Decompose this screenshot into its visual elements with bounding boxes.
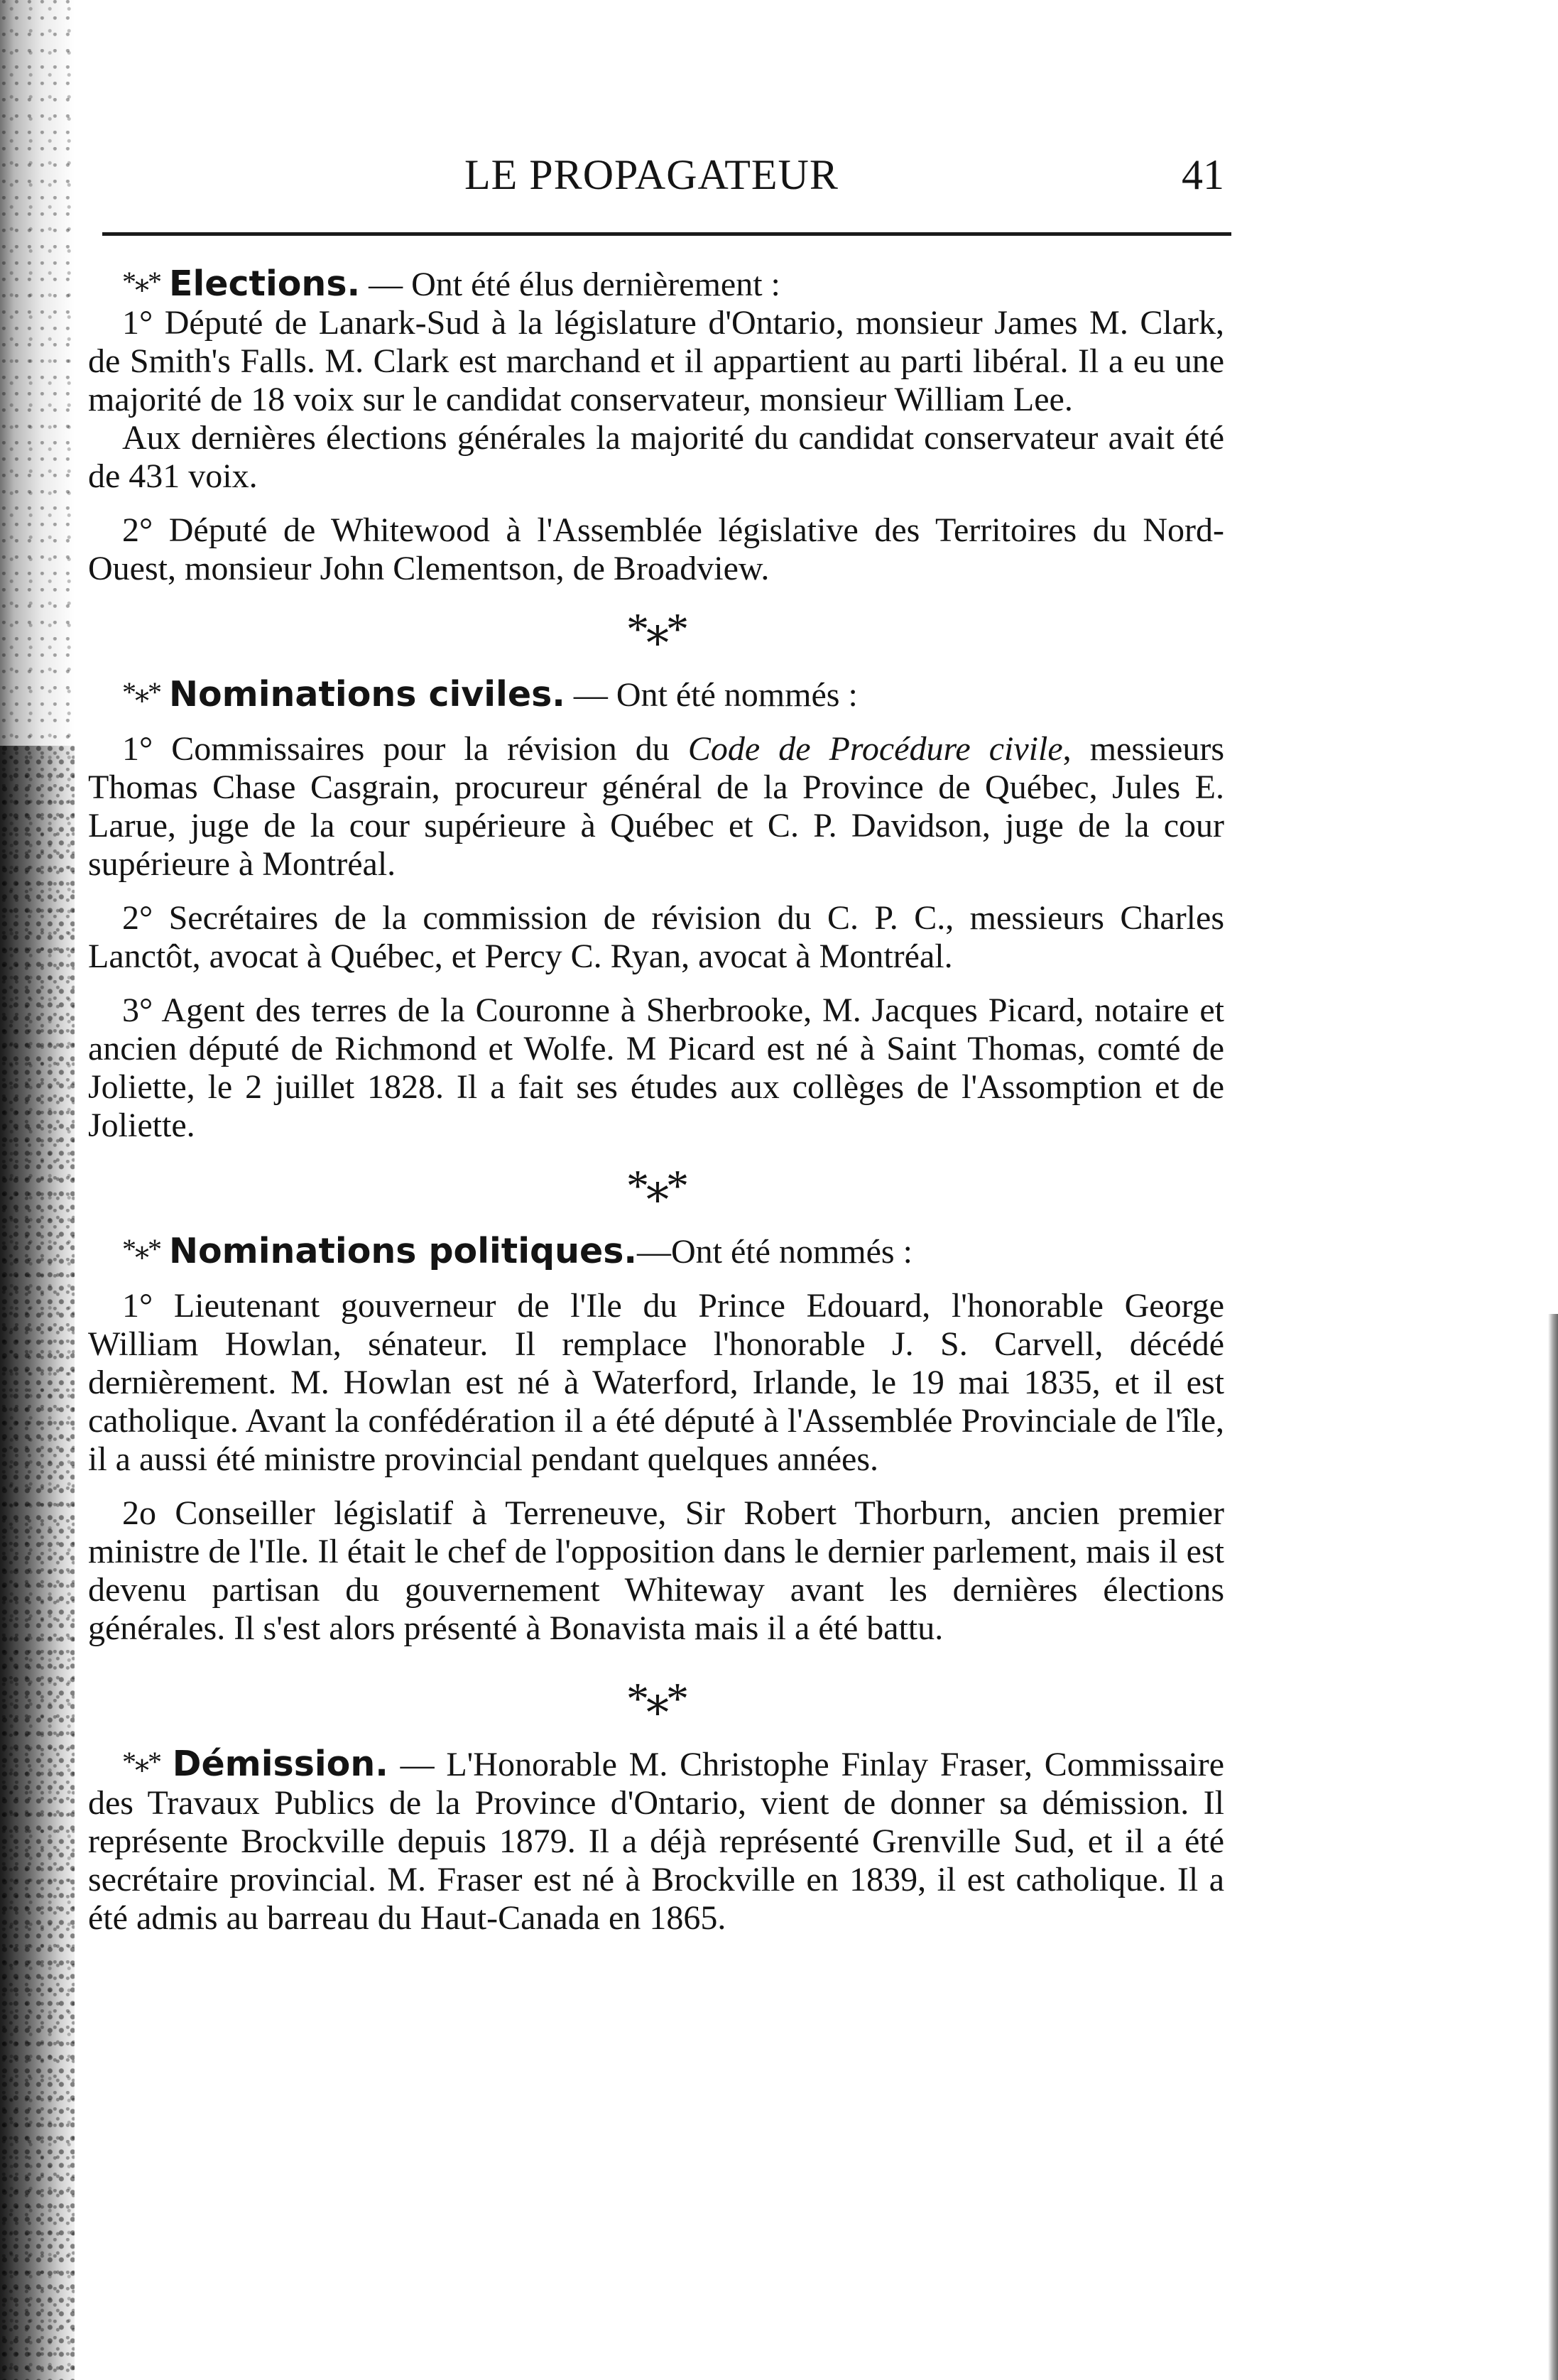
asterism-mark: *⁎* (122, 1233, 160, 1265)
section-demission (88, 1743, 1224, 1938)
section-lead: —Ont été nommés : (637, 1233, 913, 1271)
paragraph (88, 1743, 1224, 1938)
asterism-mark: *⁎* (122, 1746, 160, 1778)
section-nominations-politiques (88, 1230, 1224, 1648)
paragraph: 1° Lieutenant gouverneur de l'Ile du Prince Edouard, l'honorable George William Howlan, sénateur. Il remplace l'honorable J. S. Carvell, décédé dernièrement. M. Howlan est né à Waterford, Irlande, le 19 mai 1835, et il est catholique. Avant la confédération il a été député à l'Assemblée Provinciale de l'île, il a aussi été ministre provincial pendant quelques années. (88, 1287, 1224, 1478)
section-heading: Nominations civiles. (169, 674, 565, 714)
section-heading: Nominations politiques. (169, 1231, 637, 1271)
page-title: LE PROPAGATEUR (464, 151, 839, 198)
scan-edge-shadow-lower (0, 746, 75, 2380)
section-nominations-civiles (88, 673, 1224, 1145)
section-heading-line (88, 673, 1224, 714)
section-lead: — L'Honorable M. Christophe Finlay Fraser, Commissaire des Travaux Publics de la Province d'Ontario, vient de donner sa démission. Il représente Brockville depuis 1879. Il a déjà représenté Grenville Sud, et il a été secrétaire provincial. M. Fraser est né à Brockville en 1839, il est catholique. Il a été admis au barreau du Haut-Canada en 1865. (88, 1746, 1225, 1937)
section-heading-line (88, 263, 1224, 304)
paragraph: 2o Conseiller législatif à Terreneuve, Sir Robert Thorburn, ancien premier ministre de l'Ile. Il était le chef de l'opposition dans le dernier parlement, mais il est devenu partisan du gouvernement Whiteway avant les dernières élections générales. Il s'est alors présenté à Bonavista mais il a été battu. (88, 1494, 1224, 1647)
section-separator: *⁎* (626, 1161, 686, 1211)
section-elections (88, 263, 1224, 588)
paragraph: 1° Député de Lanark-Sud à la législature d'Ontario, monsieur James M. Clark, de Smith's Falls. M. Clark est marchand et il appartient au parti libéral. Il a eu une majorité de 18 voix sur le candidat conservateur, monsieur William Lee. (88, 304, 1224, 418)
paragraph: 2° Député de Whitewood à l'Assemblée législative des Territoires du Nord-Ouest, monsieur John Clementson, de Broadview. (88, 511, 1224, 587)
section-lead: — Ont été nommés : (565, 676, 858, 714)
page-number: 41 (1182, 151, 1224, 198)
asterism-mark: *⁎* (122, 676, 160, 708)
section-separator: *⁎* (626, 604, 686, 654)
paragraph: Aux dernières élections générales la majorité du candidat conservateur avait été de 431 voix. (88, 419, 1224, 495)
section-lead: — Ont été élus dernièrement : (360, 266, 780, 303)
scan-edge-shadow-right (1548, 1314, 1558, 2380)
paragraph (88, 730, 1224, 884)
asterism-mark: *⁎* (122, 266, 160, 298)
paragraph: 3° Agent des terres de la Couronne à Sherbrooke, M. Jacques Picard, notaire et ancien député de Richmond et Wolfe. M Picard est né à Saint Thomas, comté de Joliette, le 2 juillet 1828. Il a fait ses études aux collèges de l'Assomption et de Joliette. (88, 991, 1224, 1144)
paragraph-text: 1° Commissaires pour la révision du (122, 730, 688, 768)
section-heading: Démission. (172, 1744, 388, 1784)
section-separator: *⁎* (626, 1673, 686, 1724)
section-heading-line (88, 1230, 1224, 1271)
header-rule (102, 232, 1231, 236)
page-body (88, 263, 1224, 1938)
code-title: Code de Procédure civile (687, 730, 1063, 768)
paragraph: 2° Secrétaires de la commission de révision du C. P. C., messieurs Charles Lanctôt, avocat à Québec, et Percy C. Ryan, avocat à Montréal. (88, 899, 1224, 975)
running-head (88, 151, 1224, 200)
section-heading: Elections. (169, 263, 361, 304)
paragraph-text: , messieurs Thomas Chase Casgrain, procureur général de la Province de Québec, Jules E. Larue, juge de la cour supérieure à Québec et C. P. Davidson, juge de la cour supérieure à Montréal. (88, 730, 1225, 883)
